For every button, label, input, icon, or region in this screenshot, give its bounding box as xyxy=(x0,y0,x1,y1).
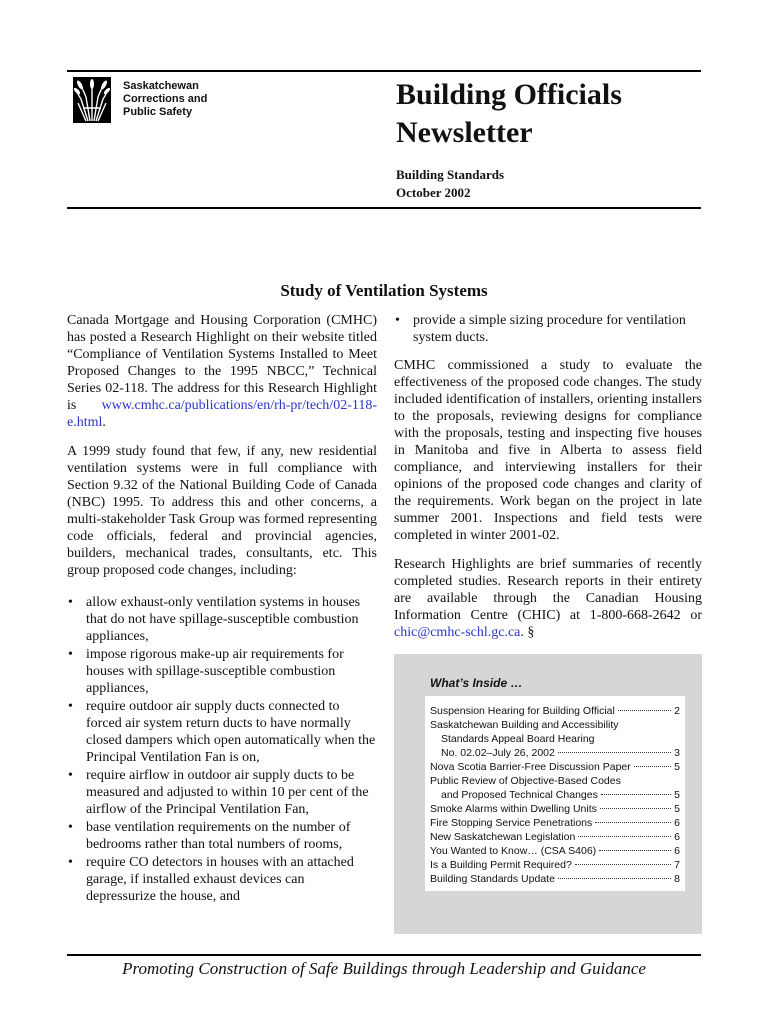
code-changes-list-continued xyxy=(394,312,702,346)
research-highlight-link[interactable]: www.cmhc.ca/publications/en/rh-pr/tech/02-118-e.html xyxy=(67,398,377,430)
paragraph: A 1999 study found that few, if any, new residential ventilation systems were in full compliance with Section 9.32 of the National Building Code of Canada (NBC) 1995. To address this and other concerns, a multi-stakeholder Task Group was formed representing code officials, federal and provincial agencies, builders, mechanical trades, consultants, etc. This group proposed code changes, including: xyxy=(67,444,377,578)
list-item: • provide a simple sizing procedure for ventilation system ducts. xyxy=(394,312,702,346)
toc-item[interactable]: Building Standards Update 8 xyxy=(430,873,680,885)
footer-rule xyxy=(67,954,701,956)
whats-inside-heading: What’s Inside … xyxy=(430,676,523,690)
paragraph: CMHC commissioned a study to evaluate the effectiveness of the proposed code changes. The study included identification of installers, orienting installers to the proposals, reviewing designs for compliance with the proposals, testing and inspecting five houses in Manitoba and five in Alberta to assess field compliance, and interviewing installers for their opinions of the proposed code changes and clarity of the requirements. Work began on the project in late summer 2001. Inspections and field tests were completed in winter 2001-02. xyxy=(394,358,702,543)
agency-line: Corrections and xyxy=(123,93,208,105)
chic-email-link[interactable]: chic@cmhc-schl.gc.ca xyxy=(394,625,521,640)
top-rule xyxy=(67,70,701,72)
list-item: • require CO detectors in houses with an attached garage, if installed exhaust devices can depressurize the house, and xyxy=(67,854,377,905)
toc-item[interactable]: New Saskatchewan Legislation 6 xyxy=(430,831,680,843)
paragraph: Canada Mortgage and Housing Corporation (CMHC) has posted a Research Highlight on their website titled “Compliance of Ventilation Systems Installed to Meet Proposed Changes to the 1995 NBCC,” Technical Series 02-118. The address for this Research Highlight is www.cmhc.ca/publications/en/rh-pr/tech/02-118-e.html. xyxy=(67,313,377,430)
table-of-contents xyxy=(430,704,680,886)
issue-date: October 2002 xyxy=(396,185,471,200)
footer-tagline: Promoting Construction of Safe Buildings through Leadership and Guidance xyxy=(122,959,646,978)
subtitle-line: Building Standards xyxy=(396,167,505,182)
article-title: Study of Ventilation Systems xyxy=(280,281,488,300)
code-changes-list xyxy=(67,594,377,905)
toc-item[interactable]: Smoke Alarms within Dwelling Units 5 xyxy=(430,803,680,815)
list-item: • impose rigorous make-up air requirements for houses with spillage-susceptible combustion appliances, xyxy=(67,646,377,697)
title-line: Building Officials xyxy=(396,78,622,111)
list-item: • base ventilation requirements on the number of bedrooms rather than total numbers of rooms, xyxy=(67,819,377,853)
newsletter-subtitle xyxy=(396,166,701,202)
agency-line: Public Safety xyxy=(123,106,193,118)
toc-item[interactable]: Suspension Hearing for Building Official 2 xyxy=(430,705,680,717)
list-item: • allow exhaust-only ventilation systems in houses that do not have spillage-susceptible combustion appliances, xyxy=(67,594,377,645)
agency-name xyxy=(123,80,283,119)
article-column-right xyxy=(394,312,702,653)
toc-item[interactable]: Fire Stopping Service Penetrations 6 xyxy=(430,817,680,829)
toc-item[interactable]: You Wanted to Know… (CSA S406) 6 xyxy=(430,845,680,857)
agency-line: Saskatchewan xyxy=(123,80,199,92)
toc-item[interactable]: Is a Building Permit Required? 7 xyxy=(430,859,680,871)
toc-item[interactable]: Saskatchewan Building and Accessibility Standards Appeal Board Hearing No. 02.02–July 26, 2002 3 xyxy=(430,719,680,759)
article-column-left xyxy=(67,312,377,906)
paragraph: Research Highlights are brief summaries of recently completed studies. Research reports in their entirety are available through the Canadian Housing Information Centre (CHIC) at 1-800-668-2642 or chic@cmhc-schl.gc.ca. § xyxy=(394,557,702,640)
list-item: • require airflow in outdoor air supply ducts to be measured and adjusted to within 10 per cent of the airflow of the Principal Ventilation Fan, xyxy=(67,767,377,818)
newsletter-title xyxy=(396,76,701,152)
masthead-rule xyxy=(67,207,701,209)
toc-item[interactable]: Nova Scotia Barrier-Free Discussion Paper 5 xyxy=(430,761,680,773)
toc-item[interactable]: Public Review of Objective-Based Codes and Proposed Technical Changes 5 xyxy=(430,775,680,801)
title-line: Newsletter xyxy=(396,116,533,149)
list-item: • require outdoor air supply ducts connected to forced air system return ducts to have normally closed dampers which open automatically when the Principal Ventilation Fan is on, xyxy=(67,698,377,766)
wheat-sheaf-icon xyxy=(73,77,111,123)
